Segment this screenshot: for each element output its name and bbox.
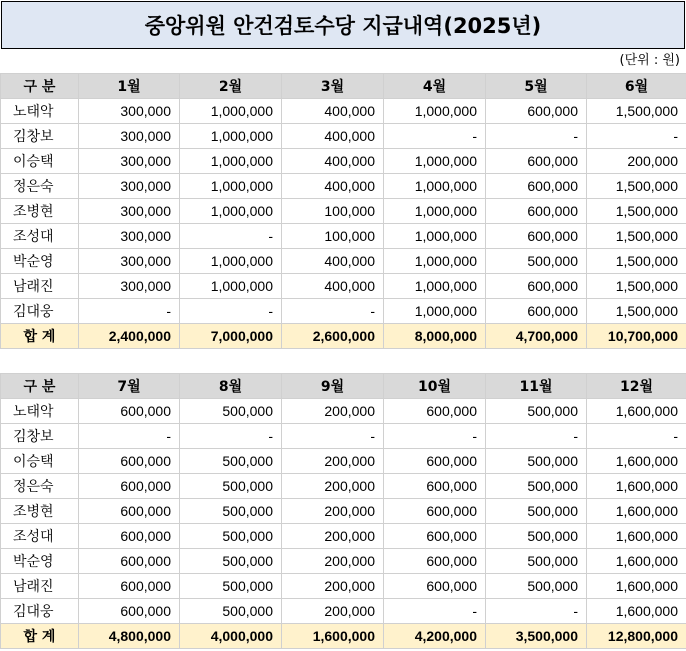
unit-label: (단위 : 원) — [619, 53, 680, 68]
table-cell: 1,600,000 — [587, 524, 686, 549]
table-cell: 4,200,000 — [384, 624, 486, 649]
table-cell: 600,000 — [79, 449, 180, 474]
table-cell: 600,000 — [79, 499, 180, 524]
table-header-row — [1, 374, 686, 399]
payment-table-jul-dec — [0, 373, 686, 649]
row-label: 김창보 — [1, 424, 79, 449]
table-cell: 200,000 — [282, 599, 384, 624]
table-cell: 2,600,000 — [282, 324, 384, 349]
table-cell: 400,000 — [282, 249, 384, 274]
table-row — [1, 524, 686, 549]
table-cell: 300,000 — [79, 249, 180, 274]
table-row — [1, 199, 686, 224]
table-cell: - — [384, 599, 486, 624]
column-header-month: 3월 — [282, 74, 384, 99]
column-header-month: 8월 — [180, 374, 282, 399]
table-cell: - — [282, 424, 384, 449]
table-cell: 600,000 — [79, 599, 180, 624]
table-cell: 1,500,000 — [587, 249, 686, 274]
table-cell: 1,000,000 — [180, 199, 282, 224]
table-cell: - — [384, 124, 486, 149]
table-cell: 4,800,000 — [79, 624, 180, 649]
column-header-month: 1월 — [79, 74, 180, 99]
table-cell: 200,000 — [282, 574, 384, 599]
table-row — [1, 499, 686, 524]
column-header-month: 5월 — [486, 74, 587, 99]
table-cell: 500,000 — [180, 399, 282, 424]
row-label: 박순영 — [1, 249, 79, 274]
table-cell: 600,000 — [486, 174, 587, 199]
table-cell: 1,000,000 — [180, 149, 282, 174]
table-cell: 1,600,000 — [587, 599, 686, 624]
table-cell: - — [79, 299, 180, 324]
table-cell: 300,000 — [79, 199, 180, 224]
total-row — [1, 324, 686, 349]
table-cell: 500,000 — [486, 249, 587, 274]
table-cell: 10,700,000 — [587, 324, 686, 349]
table-cell: 1,600,000 — [282, 624, 384, 649]
table-row — [1, 549, 686, 574]
table-cell: - — [486, 124, 587, 149]
table-cell: 3,500,000 — [486, 624, 587, 649]
column-header-month: 12월 — [587, 374, 686, 399]
table-cell: 7,000,000 — [180, 324, 282, 349]
table-cell: 600,000 — [79, 474, 180, 499]
table-cell: 1,600,000 — [587, 499, 686, 524]
table-cell: 500,000 — [180, 449, 282, 474]
table-cell: 500,000 — [180, 549, 282, 574]
table-row — [1, 249, 686, 274]
table-cell: 200,000 — [587, 149, 686, 174]
row-label: 김대웅 — [1, 599, 79, 624]
row-label: 조병현 — [1, 499, 79, 524]
table-cell: - — [180, 224, 282, 249]
total-row — [1, 624, 686, 649]
table-cell: 500,000 — [180, 474, 282, 499]
table-cell: 500,000 — [486, 574, 587, 599]
table-cell: 600,000 — [79, 574, 180, 599]
table-cell: - — [486, 424, 587, 449]
table-cell: 1,500,000 — [587, 224, 686, 249]
table-cell: 600,000 — [384, 399, 486, 424]
table-cell: 600,000 — [486, 224, 587, 249]
column-header-month: 10월 — [384, 374, 486, 399]
row-label: 합 계 — [1, 324, 79, 349]
table-cell: 600,000 — [79, 549, 180, 574]
column-header-month: 11월 — [486, 374, 587, 399]
row-label: 노태악 — [1, 99, 79, 124]
table-cell: 600,000 — [384, 449, 486, 474]
table-cell: - — [180, 424, 282, 449]
table-cell: - — [282, 299, 384, 324]
column-header-month: 7월 — [79, 374, 180, 399]
row-label: 이승택 — [1, 149, 79, 174]
row-label: 조성대 — [1, 524, 79, 549]
table-cell: 1,600,000 — [587, 474, 686, 499]
table-cell: 500,000 — [180, 574, 282, 599]
table-cell: 1,000,000 — [180, 124, 282, 149]
row-label: 이승택 — [1, 449, 79, 474]
table-cell: 600,000 — [384, 474, 486, 499]
column-header-month: 2월 — [180, 74, 282, 99]
table-cell: 600,000 — [384, 499, 486, 524]
table-cell: - — [587, 424, 686, 449]
table-cell: - — [180, 299, 282, 324]
table-row — [1, 474, 686, 499]
table-cell: - — [486, 599, 587, 624]
table-row — [1, 399, 686, 424]
table-cell: 300,000 — [79, 224, 180, 249]
table-cell: 300,000 — [79, 149, 180, 174]
table-cell: 600,000 — [384, 549, 486, 574]
table-cell: 1,500,000 — [587, 174, 686, 199]
table-cell: 200,000 — [282, 549, 384, 574]
table-cell: 1,000,000 — [384, 174, 486, 199]
table-cell: 1,000,000 — [384, 149, 486, 174]
table-row — [1, 599, 686, 624]
table-cell: 400,000 — [282, 99, 384, 124]
table-cell: 300,000 — [79, 99, 180, 124]
column-header-label: 구 분 — [1, 374, 79, 399]
row-label: 정은숙 — [1, 474, 79, 499]
table-cell: 1,600,000 — [587, 399, 686, 424]
column-header-label: 구 분 — [1, 74, 79, 99]
table-cell: 1,000,000 — [384, 99, 486, 124]
table-cell: 500,000 — [180, 499, 282, 524]
table-row — [1, 299, 686, 324]
table-cell: 500,000 — [180, 599, 282, 624]
table-cell: 1,000,000 — [384, 274, 486, 299]
table-cell: 400,000 — [282, 174, 384, 199]
table-cell: 1,000,000 — [180, 274, 282, 299]
table-row — [1, 424, 686, 449]
table-cell: 400,000 — [282, 149, 384, 174]
table-row — [1, 449, 686, 474]
row-label: 노태악 — [1, 399, 79, 424]
row-label: 남래진 — [1, 574, 79, 599]
table-cell: 500,000 — [180, 524, 282, 549]
table-cell: 1,000,000 — [180, 174, 282, 199]
table-cell: - — [384, 424, 486, 449]
table-cell: 200,000 — [282, 524, 384, 549]
table-cell: 500,000 — [486, 524, 587, 549]
table-cell: 300,000 — [79, 174, 180, 199]
table-cell: 100,000 — [282, 199, 384, 224]
table-cell: 1,000,000 — [384, 224, 486, 249]
table-cell: 400,000 — [282, 274, 384, 299]
table-header-row — [1, 74, 686, 99]
table-cell: 300,000 — [79, 124, 180, 149]
column-header-month: 4월 — [384, 74, 486, 99]
table-row — [1, 99, 686, 124]
table-cell: 600,000 — [486, 274, 587, 299]
table-cell: 500,000 — [486, 474, 587, 499]
table-cell: 600,000 — [486, 99, 587, 124]
table-row — [1, 149, 686, 174]
table-cell: 600,000 — [486, 299, 587, 324]
row-label: 남래진 — [1, 274, 79, 299]
table-cell: - — [587, 124, 686, 149]
table-cell: 1,000,000 — [384, 299, 486, 324]
row-label: 박순영 — [1, 549, 79, 574]
table-row — [1, 274, 686, 299]
table-cell: 200,000 — [282, 449, 384, 474]
table-cell: 1,000,000 — [180, 249, 282, 274]
row-label: 조성대 — [1, 224, 79, 249]
table-cell: 500,000 — [486, 499, 587, 524]
row-label: 김대웅 — [1, 299, 79, 324]
row-label: 김창보 — [1, 124, 79, 149]
table-cell: 1,500,000 — [587, 99, 686, 124]
table-cell: 1,600,000 — [587, 449, 686, 474]
table-cell: 2,400,000 — [79, 324, 180, 349]
table-cell: 1,000,000 — [384, 199, 486, 224]
table-cell: 1,500,000 — [587, 299, 686, 324]
table-cell: 600,000 — [486, 199, 587, 224]
table-cell: 200,000 — [282, 499, 384, 524]
table-cell: 1,000,000 — [180, 99, 282, 124]
table-cell: 200,000 — [282, 474, 384, 499]
row-label: 조병현 — [1, 199, 79, 224]
table-cell: 100,000 — [282, 224, 384, 249]
table-cell: 1,600,000 — [587, 549, 686, 574]
table-cell: 500,000 — [486, 399, 587, 424]
table-cell: 1,500,000 — [587, 274, 686, 299]
table-cell: 500,000 — [486, 549, 587, 574]
table-cell: 8,000,000 — [384, 324, 486, 349]
page-title: 중앙위원 안건검토수당 지급내역(2025년) — [1, 1, 685, 49]
table-cell: 500,000 — [486, 449, 587, 474]
table-cell: 200,000 — [282, 399, 384, 424]
payment-table-jan-jun — [0, 73, 686, 349]
table-cell: 1,500,000 — [587, 199, 686, 224]
column-header-month: 6월 — [587, 74, 686, 99]
table-row — [1, 174, 686, 199]
table-cell: 600,000 — [384, 574, 486, 599]
table-cell: 1,000,000 — [384, 249, 486, 274]
table-cell: 300,000 — [79, 274, 180, 299]
table-cell: 4,700,000 — [486, 324, 587, 349]
table-cell: 600,000 — [384, 524, 486, 549]
row-label: 정은숙 — [1, 174, 79, 199]
column-header-month: 9월 — [282, 374, 384, 399]
row-label: 합 계 — [1, 624, 79, 649]
table-cell: 1,600,000 — [587, 574, 686, 599]
table-cell: 400,000 — [282, 124, 384, 149]
table-cell: 600,000 — [79, 524, 180, 549]
table-cell: 600,000 — [79, 399, 180, 424]
table-row — [1, 124, 686, 149]
table-row — [1, 224, 686, 249]
table-row — [1, 574, 686, 599]
table-cell: 12,800,000 — [587, 624, 686, 649]
table-cell: 4,000,000 — [180, 624, 282, 649]
table-cell: - — [79, 424, 180, 449]
table-cell: 600,000 — [486, 149, 587, 174]
